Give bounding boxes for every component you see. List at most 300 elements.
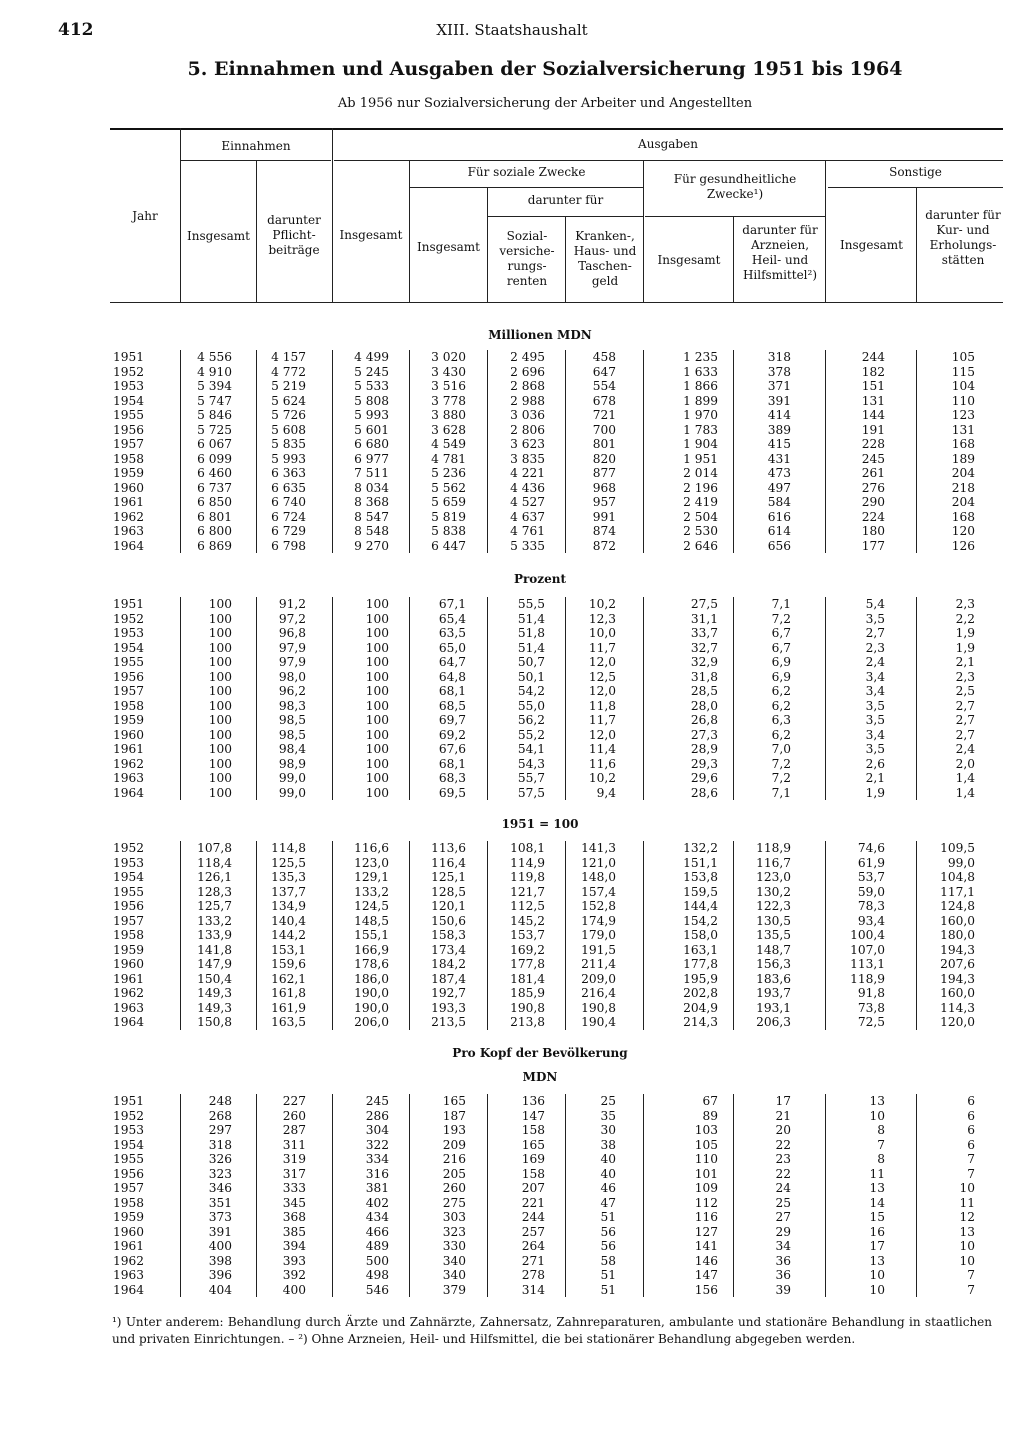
table-row xyxy=(0,786,1024,801)
cell-krankengeld: 872 xyxy=(592,538,616,553)
cell-sonstige-insgesamt: 131 xyxy=(861,393,885,408)
cell-krankengeld: 40 xyxy=(600,1152,616,1166)
column-separator xyxy=(256,597,257,800)
row-year: 1957 xyxy=(113,1181,145,1195)
cell-gesundheit-insgesamt: 1 633 xyxy=(683,364,718,379)
row-year: 1958 xyxy=(113,698,145,713)
cell-soziale-insgesamt: 340 xyxy=(442,1268,466,1282)
cell-krankengeld: 10,2 xyxy=(588,597,616,611)
table-row xyxy=(0,728,1024,743)
cell-einnahmen-insgesamt: 318 xyxy=(208,1137,232,1152)
cell-kur: 126 xyxy=(951,538,975,553)
cell-pflichtbeitraege: 98,4 xyxy=(278,742,306,756)
cell-einnahmen-insgesamt: 6 869 xyxy=(197,538,232,553)
cell-einnahmen-insgesamt: 100 xyxy=(208,597,232,611)
table-row xyxy=(0,510,1024,525)
cell-soziale-insgesamt: 69,5 xyxy=(438,785,466,800)
row-year: 1962 xyxy=(113,756,145,771)
cell-arzneien: 414 xyxy=(767,408,791,422)
cell-pflichtbeitraege: 4 772 xyxy=(271,364,306,379)
cell-krankengeld: 157,4 xyxy=(581,884,616,899)
cell-arzneien: 473 xyxy=(767,466,791,480)
row-year: 1955 xyxy=(113,655,145,669)
cell-einnahmen-insgesamt: 326 xyxy=(208,1152,232,1166)
cell-kur: 1,9 xyxy=(955,640,975,655)
cell-einnahmen-insgesamt: 100 xyxy=(208,727,232,742)
cell-arzneien: 6,9 xyxy=(771,655,791,669)
cell-arzneien: 156,3 xyxy=(756,957,791,971)
cell-krankengeld: 47 xyxy=(600,1195,616,1210)
row-year: 1956 xyxy=(113,422,145,437)
cell-soziale-insgesamt: 65,4 xyxy=(438,611,466,626)
cell-kur: 105 xyxy=(951,350,975,364)
cell-krankengeld: 35 xyxy=(600,1108,616,1123)
table-row xyxy=(0,437,1024,452)
header-sonstige: Sonstige xyxy=(889,165,942,179)
row-year: 1961 xyxy=(113,742,145,756)
row-year: 1958 xyxy=(113,928,145,942)
table-row xyxy=(0,742,1024,757)
cell-krankengeld: 152,8 xyxy=(581,899,616,913)
row-year: 1953 xyxy=(113,379,145,393)
cell-krankengeld: 554 xyxy=(592,379,616,393)
cell-renten: 55,2 xyxy=(517,727,545,742)
cell-renten: 55,0 xyxy=(517,698,545,713)
cell-renten: 56,2 xyxy=(517,713,545,727)
cell-renten: 54,2 xyxy=(517,684,545,698)
cell-gesundheit-insgesamt: 163,1 xyxy=(683,942,718,957)
section-heading-prozent: Prozent xyxy=(513,572,567,586)
cell-gesundheit-insgesamt: 27,5 xyxy=(690,597,718,611)
cell-renten: 57,5 xyxy=(517,785,545,800)
cell-pflichtbeitraege: 311 xyxy=(282,1137,306,1152)
cell-renten: 55,5 xyxy=(517,597,545,611)
table-row xyxy=(0,1094,1024,1109)
cell-krankengeld: 9,4 xyxy=(596,785,616,800)
cell-kur: 7 xyxy=(967,1152,975,1166)
cell-gesundheit-insgesamt: 195,9 xyxy=(683,971,718,986)
cell-soziale-insgesamt: 5 659 xyxy=(431,495,466,509)
table-row xyxy=(0,972,1024,987)
row-year: 1954 xyxy=(113,640,145,655)
cell-renten: 50,7 xyxy=(517,655,545,669)
cell-ausgaben-insgesamt: 546 xyxy=(365,1282,389,1297)
column-separator xyxy=(825,350,826,553)
cell-renten: 271 xyxy=(521,1253,545,1268)
cell-ausgaben-insgesamt: 498 xyxy=(365,1268,389,1282)
cell-einnahmen-insgesamt: 100 xyxy=(208,713,232,727)
cell-pflichtbeitraege: 6 363 xyxy=(271,466,306,480)
cell-renten: 221 xyxy=(521,1195,545,1210)
cell-ausgaben-insgesamt: 316 xyxy=(365,1166,389,1181)
cell-sonstige-insgesamt: 11 xyxy=(869,1166,885,1181)
column-separator xyxy=(409,350,410,553)
cell-pflichtbeitraege: 134,9 xyxy=(271,899,306,913)
cell-krankengeld: 216,4 xyxy=(581,986,616,1000)
cell-krankengeld: 801 xyxy=(592,437,616,451)
cell-soziale-insgesamt: 165 xyxy=(442,1094,466,1108)
cell-gesundheit-insgesamt: 147 xyxy=(694,1268,718,1282)
cell-ausgaben-insgesamt: 178,6 xyxy=(354,957,389,971)
cell-krankengeld: 10,0 xyxy=(588,626,616,640)
cell-renten: 207 xyxy=(521,1181,545,1195)
cell-arzneien: 616 xyxy=(767,509,791,524)
row-year: 1958 xyxy=(113,1195,145,1210)
cell-arzneien: 23 xyxy=(775,1152,791,1166)
cell-renten: 3 036 xyxy=(510,408,545,422)
cell-einnahmen-insgesamt: 5 394 xyxy=(197,379,232,393)
header-darunter-fuer: darunter für xyxy=(527,193,604,207)
cell-soziale-insgesamt: 3 778 xyxy=(431,393,466,408)
cell-gesundheit-insgesamt: 159,5 xyxy=(683,884,718,899)
cell-einnahmen-insgesamt: 6 460 xyxy=(197,466,232,480)
cell-gesundheit-insgesamt: 1 970 xyxy=(683,408,718,422)
header-renten: Sozial-versiche-rungs-renten xyxy=(499,229,555,288)
cell-renten: 264 xyxy=(521,1239,545,1253)
cell-soziale-insgesamt: 3 880 xyxy=(431,408,466,422)
cell-gesundheit-insgesamt: 28,0 xyxy=(690,698,718,713)
cell-pflichtbeitraege: 144,2 xyxy=(271,928,306,942)
cell-gesundheit-insgesamt: 1 783 xyxy=(683,422,718,437)
cell-renten: 121,7 xyxy=(510,884,545,899)
cell-sonstige-insgesamt: 8 xyxy=(877,1123,885,1137)
cell-sonstige-insgesamt: 180 xyxy=(861,524,885,538)
cell-krankengeld: 179,0 xyxy=(581,928,616,942)
cell-arzneien: 371 xyxy=(767,379,791,393)
cell-kur: 109,5 xyxy=(940,841,975,855)
cell-renten: 177,8 xyxy=(510,957,545,971)
row-year: 1953 xyxy=(113,626,145,640)
cell-renten: 3 623 xyxy=(510,437,545,451)
cell-krankengeld: 46 xyxy=(600,1181,616,1195)
cell-krankengeld: 56 xyxy=(600,1224,616,1239)
cell-einnahmen-insgesamt: 100 xyxy=(208,742,232,756)
cell-arzneien: 39 xyxy=(775,1282,791,1297)
cell-einnahmen-insgesamt: 6 737 xyxy=(197,480,232,495)
cell-arzneien: 130,5 xyxy=(756,913,791,928)
cell-sonstige-insgesamt: 1,9 xyxy=(865,785,885,800)
cell-renten: 165 xyxy=(521,1137,545,1152)
cell-soziale-insgesamt: 68,1 xyxy=(438,684,466,698)
cell-kur: 104,8 xyxy=(940,870,975,884)
cell-soziale-insgesamt: 6 447 xyxy=(431,538,466,553)
cell-krankengeld: 721 xyxy=(592,408,616,422)
cell-gesundheit-insgesamt: 101 xyxy=(694,1166,718,1181)
cell-sonstige-insgesamt: 113,1 xyxy=(850,957,885,971)
table-row xyxy=(0,914,1024,929)
header-jahr: Jahr xyxy=(132,209,158,223)
cell-ausgaben-insgesamt: 100 xyxy=(365,640,389,655)
cell-ausgaben-insgesamt: 186,0 xyxy=(354,971,389,986)
cell-soziale-insgesamt: 379 xyxy=(442,1282,466,1297)
cell-ausgaben-insgesamt: 322 xyxy=(365,1137,389,1152)
cell-einnahmen-insgesamt: 100 xyxy=(208,684,232,698)
row-year: 1952 xyxy=(113,611,145,626)
column-separator xyxy=(409,1094,410,1297)
cell-krankengeld: 11,4 xyxy=(588,742,616,756)
cell-soziale-insgesamt: 5 236 xyxy=(431,466,466,480)
cell-soziale-insgesamt: 340 xyxy=(442,1253,466,1268)
cell-renten: 145,2 xyxy=(510,913,545,928)
cell-pflichtbeitraege: 161,8 xyxy=(271,986,306,1000)
cell-krankengeld: 25 xyxy=(600,1094,616,1108)
cell-soziale-insgesamt: 193,3 xyxy=(431,1000,466,1015)
cell-einnahmen-insgesamt: 248 xyxy=(208,1094,232,1108)
cell-krankengeld: 877 xyxy=(592,466,616,480)
cell-krankengeld: 678 xyxy=(592,393,616,408)
cell-soziale-insgesamt: 3 020 xyxy=(431,350,466,364)
table-row xyxy=(0,856,1024,871)
cell-renten: 54,1 xyxy=(517,742,545,756)
column-separator xyxy=(332,350,333,553)
header-top-rule xyxy=(110,128,1003,130)
cell-renten: 54,3 xyxy=(517,756,545,771)
cell-renten: 4 761 xyxy=(510,524,545,538)
cell-ausgaben-insgesamt: 5 993 xyxy=(354,408,389,422)
column-separator xyxy=(256,350,257,553)
cell-ausgaben-insgesamt: 489 xyxy=(365,1239,389,1253)
cell-gesundheit-insgesamt: 177,8 xyxy=(683,957,718,971)
cell-gesundheit-insgesamt: 89 xyxy=(702,1108,718,1123)
cell-renten: 169 xyxy=(521,1152,545,1166)
table-row xyxy=(0,1152,1024,1167)
cell-kur: 11 xyxy=(959,1195,975,1210)
row-year: 1951 xyxy=(113,1094,145,1108)
header-pflichtbeitraege: darunter Pflicht-beiträge xyxy=(267,213,321,257)
cell-krankengeld: 647 xyxy=(592,364,616,379)
cell-renten: 153,7 xyxy=(510,928,545,942)
cell-renten: 4 527 xyxy=(510,495,545,509)
cell-pflichtbeitraege: 368 xyxy=(282,1210,306,1224)
cell-renten: 5 335 xyxy=(510,538,545,553)
cell-soziale-insgesamt: 205 xyxy=(442,1166,466,1181)
cell-kur: 12 xyxy=(959,1210,975,1224)
cell-pflichtbeitraege: 99,0 xyxy=(278,771,306,785)
cell-einnahmen-insgesamt: 133,9 xyxy=(197,928,232,942)
cell-kur: 160,0 xyxy=(940,913,975,928)
cell-sonstige-insgesamt: 13 xyxy=(869,1181,885,1195)
cell-ausgaben-insgesamt: 286 xyxy=(365,1108,389,1123)
cell-sonstige-insgesamt: 73,8 xyxy=(857,1000,885,1015)
cell-sonstige-insgesamt: 2,1 xyxy=(865,771,885,785)
cell-ausgaben-insgesamt: 100 xyxy=(365,727,389,742)
cell-arzneien: 584 xyxy=(767,495,791,509)
cell-gesundheit-insgesamt: 1 899 xyxy=(683,393,718,408)
cell-einnahmen-insgesamt: 150,4 xyxy=(197,971,232,986)
cell-sonstige-insgesamt: 72,5 xyxy=(857,1015,885,1029)
table-row xyxy=(0,699,1024,714)
table-row xyxy=(0,423,1024,438)
cell-kur: 204 xyxy=(951,495,975,509)
table-row xyxy=(0,524,1024,539)
cell-kur: 2,7 xyxy=(955,713,975,727)
cell-arzneien: 431 xyxy=(767,451,791,466)
cell-einnahmen-insgesamt: 5 747 xyxy=(197,393,232,408)
cell-gesundheit-insgesamt: 156 xyxy=(694,1282,718,1297)
cell-arzneien: 6,2 xyxy=(771,727,791,742)
column-separator xyxy=(565,597,566,800)
cell-arzneien: 6,7 xyxy=(771,640,791,655)
cell-kur: 120,0 xyxy=(940,1015,975,1029)
row-year: 1963 xyxy=(113,771,145,785)
cell-arzneien: 24 xyxy=(775,1181,791,1195)
cell-soziale-insgesamt: 68,5 xyxy=(438,698,466,713)
cell-kur: 194,3 xyxy=(940,942,975,957)
cell-einnahmen-insgesamt: 100 xyxy=(208,640,232,655)
cell-einnahmen-insgesamt: 147,9 xyxy=(197,957,232,971)
table-row xyxy=(0,1015,1024,1030)
cell-soziale-insgesamt: 67,1 xyxy=(438,597,466,611)
cell-pflichtbeitraege: 125,5 xyxy=(271,855,306,870)
cell-pflichtbeitraege: 96,2 xyxy=(278,684,306,698)
cell-gesundheit-insgesamt: 146 xyxy=(694,1253,718,1268)
cell-kur: 104 xyxy=(951,379,975,393)
cell-soziale-insgesamt: 150,6 xyxy=(431,913,466,928)
section-heading-millionen: Millionen MDN xyxy=(488,328,592,342)
cell-gesundheit-insgesamt: 2 196 xyxy=(683,480,718,495)
cell-einnahmen-insgesamt: 126,1 xyxy=(197,870,232,884)
column-separator xyxy=(565,350,566,553)
cell-sonstige-insgesamt: 244 xyxy=(861,350,885,364)
cell-sonstige-insgesamt: 224 xyxy=(861,509,885,524)
cell-krankengeld: 12,0 xyxy=(588,655,616,669)
cell-soziale-insgesamt: 68,3 xyxy=(438,771,466,785)
row-year: 1953 xyxy=(113,1123,145,1137)
table-row xyxy=(0,481,1024,496)
cell-gesundheit-insgesamt: 32,9 xyxy=(690,655,718,669)
cell-gesundheit-insgesamt: 204,9 xyxy=(683,1000,718,1015)
cell-einnahmen-insgesamt: 6 800 xyxy=(197,524,232,538)
header-ausgaben-insgesamt: Insgesamt xyxy=(339,228,403,242)
cell-sonstige-insgesamt: 10 xyxy=(869,1268,885,1282)
table-row xyxy=(0,670,1024,685)
cell-arzneien: 7,1 xyxy=(771,785,791,800)
table-row xyxy=(0,1239,1024,1254)
vline-1 xyxy=(180,128,181,302)
cell-kur: 10 xyxy=(959,1239,975,1253)
row-year: 1959 xyxy=(113,713,145,727)
cell-pflichtbeitraege: 6 798 xyxy=(271,538,306,553)
cell-sonstige-insgesamt: 144 xyxy=(861,408,885,422)
cell-gesundheit-insgesamt: 1 951 xyxy=(683,451,718,466)
cell-arzneien: 206,3 xyxy=(756,1015,791,1029)
vline-8 xyxy=(733,216,734,302)
cell-gesundheit-insgesamt: 28,5 xyxy=(690,684,718,698)
cell-ausgaben-insgesamt: 100 xyxy=(365,785,389,800)
row-year: 1963 xyxy=(113,524,145,538)
cell-pflichtbeitraege: 98,5 xyxy=(278,727,306,742)
table-row xyxy=(0,1268,1024,1283)
cell-krankengeld: 141,3 xyxy=(581,841,616,855)
cell-einnahmen-insgesamt: 149,3 xyxy=(197,986,232,1000)
column-separator xyxy=(825,1094,826,1297)
cell-ausgaben-insgesamt: 124,5 xyxy=(354,899,389,913)
vline-2 xyxy=(256,160,257,302)
cell-renten: 50,1 xyxy=(517,669,545,684)
cell-soziale-insgesamt: 260 xyxy=(442,1181,466,1195)
table-row xyxy=(0,408,1024,423)
row-year: 1951 xyxy=(113,597,145,611)
header-bottom-rule xyxy=(110,302,1003,303)
cell-kur: 7 xyxy=(967,1166,975,1181)
column-separator xyxy=(332,597,333,800)
cell-gesundheit-insgesamt: 153,8 xyxy=(683,870,718,884)
header-einnahmen: Einnahmen xyxy=(221,139,291,153)
cell-kur: 160,0 xyxy=(940,986,975,1000)
cell-kur: 99,0 xyxy=(947,855,975,870)
row-year: 1960 xyxy=(113,957,145,971)
cell-sonstige-insgesamt: 2,6 xyxy=(865,756,885,771)
cell-einnahmen-insgesamt: 133,2 xyxy=(197,913,232,928)
cell-renten: 3 835 xyxy=(510,451,545,466)
cell-kur: 189 xyxy=(951,451,975,466)
cell-renten: 158 xyxy=(521,1166,545,1181)
cell-krankengeld: 991 xyxy=(592,509,616,524)
cell-soziale-insgesamt: 216 xyxy=(442,1152,466,1166)
column-separator xyxy=(487,841,488,1030)
column-separator xyxy=(180,1094,181,1297)
cell-krankengeld: 174,9 xyxy=(581,913,616,928)
row-year: 1951 xyxy=(113,350,145,364)
row-year: 1954 xyxy=(113,870,145,884)
table-row xyxy=(0,1109,1024,1124)
row-year: 1959 xyxy=(113,1210,145,1224)
cell-arzneien: 193,7 xyxy=(756,986,791,1000)
cell-soziale-insgesamt: 113,6 xyxy=(431,841,466,855)
cell-gesundheit-insgesamt: 31,1 xyxy=(690,611,718,626)
column-separator xyxy=(916,1094,917,1297)
header-kur: darunter für Kur- und Erholungs-stätten xyxy=(925,208,1001,267)
cell-krankengeld: 10,2 xyxy=(588,771,616,785)
section-block xyxy=(0,841,1024,1030)
cell-arzneien: 7,2 xyxy=(771,611,791,626)
cell-arzneien: 22 xyxy=(775,1137,791,1152)
header-soziale-zwecke: Für soziale Zwecke xyxy=(467,165,586,179)
table-row xyxy=(0,597,1024,612)
cell-sonstige-insgesamt: 261 xyxy=(861,466,885,480)
table-row xyxy=(0,713,1024,728)
table-row xyxy=(0,1138,1024,1153)
table-row xyxy=(0,1167,1024,1182)
cell-krankengeld: 38 xyxy=(600,1137,616,1152)
cell-einnahmen-insgesamt: 6 099 xyxy=(197,451,232,466)
cell-soziale-insgesamt: 5 562 xyxy=(431,480,466,495)
cell-krankengeld: 209,0 xyxy=(581,971,616,986)
cell-pflichtbeitraege: 392 xyxy=(282,1268,306,1282)
cell-arzneien: 22 xyxy=(775,1166,791,1181)
cell-kur: 204 xyxy=(951,466,975,480)
table-row xyxy=(0,841,1024,856)
cell-sonstige-insgesamt: 3,5 xyxy=(865,611,885,626)
cell-gesundheit-insgesamt: 2 504 xyxy=(683,509,718,524)
row-year: 1960 xyxy=(113,480,145,495)
table-title: 5. Einnahmen und Ausgaben der Sozialversicherung 1951 bis 1964 xyxy=(187,58,903,80)
cell-einnahmen-insgesamt: 100 xyxy=(208,626,232,640)
cell-kur: 2,3 xyxy=(955,669,975,684)
cell-einnahmen-insgesamt: 107,8 xyxy=(197,841,232,855)
cell-arzneien: 6,3 xyxy=(771,713,791,727)
cell-gesundheit-insgesamt: 67 xyxy=(702,1094,718,1108)
cell-pflichtbeitraege: 98,0 xyxy=(278,669,306,684)
column-separator xyxy=(409,841,410,1030)
cell-kur: 2,4 xyxy=(955,742,975,756)
cell-kur: 194,3 xyxy=(940,971,975,986)
cell-krankengeld: 11,6 xyxy=(588,756,616,771)
cell-ausgaben-insgesamt: 4 499 xyxy=(354,350,389,364)
cell-pflichtbeitraege: 98,3 xyxy=(278,698,306,713)
cell-soziale-insgesamt: 330 xyxy=(442,1239,466,1253)
cell-ausgaben-insgesamt: 402 xyxy=(365,1195,389,1210)
